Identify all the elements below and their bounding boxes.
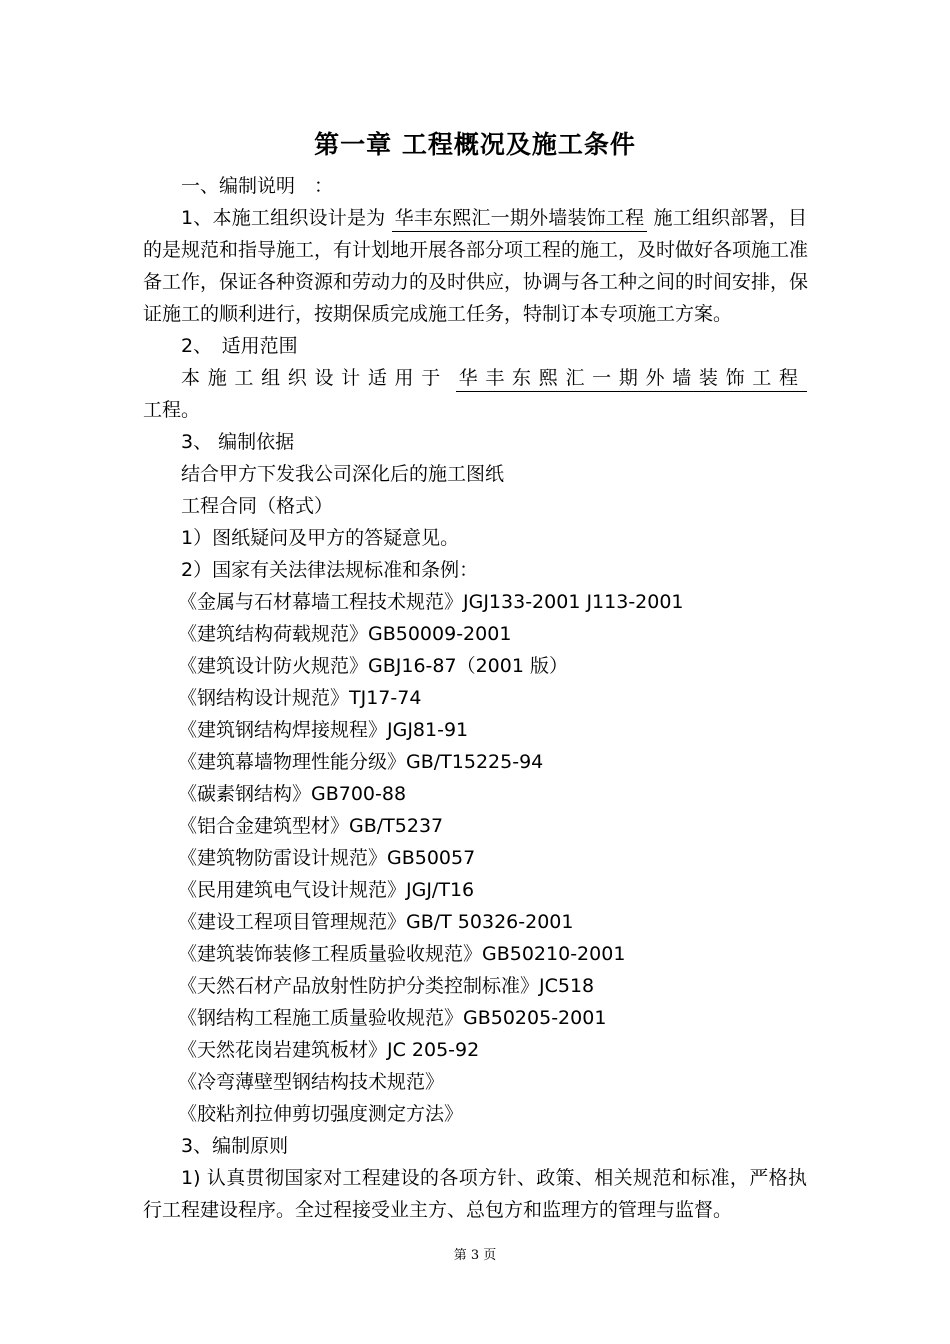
standard-item: 《铝合金建筑型材》GB/T5237 — [178, 815, 444, 837]
project-name-underlined: 华丰东熙汇一期外墙装饰工程 — [392, 207, 648, 232]
section-heading-compilation: 一、编制说明 ： — [181, 175, 334, 197]
project-name-underlined: 华丰东熙汇一期外墙装饰工程 — [456, 367, 807, 392]
standard-item: 《建筑设计防火规范》GBJ16-87（2001 版） — [178, 655, 568, 677]
paragraph-line: 备工作，保证各种资源和劳动力的及时供应，协调与各工种之间的时间安排，保 — [143, 271, 809, 293]
standard-item: 《碳素钢结构》GB700-88 — [178, 783, 407, 805]
paragraph-line: 行工程建设程序。全过程接受业主方、总包方和监理方的管理与监督。 — [143, 1199, 733, 1221]
basis-item: 结合甲方下发我公司深化后的施工图纸 — [181, 463, 505, 485]
standard-item: 《建筑钢结构焊接规程》JGJ81-91 — [178, 719, 469, 741]
basis-item: 2）国家有关法律法规标准和条例： — [181, 559, 479, 581]
paragraph-text: 本施工组织设计适用于 — [181, 367, 448, 389]
paragraph-line: 工程。 — [143, 399, 201, 421]
basis-item: 1）图纸疑问及甲方的答疑意见。 — [181, 527, 460, 549]
standard-item: 《建筑物防雷设计规范》GB50057 — [178, 847, 476, 869]
standard-item: 《冷弯薄壁型钢结构技术规范》 — [178, 1071, 445, 1093]
standard-item: 《建筑幕墙物理性能分级》GB/T15225-94 — [178, 751, 544, 773]
standard-item: 《钢结构工程施工质量验收规范》GB50205-2001 — [178, 1007, 607, 1029]
paragraph-line: 的是规范和指导施工，有计划地开展各部分项工程的施工，及时做好各项施工准 — [143, 239, 809, 261]
page-number: 第 3 页 — [453, 1248, 497, 1263]
chapter-title: 第一章 工程概况及施工条件 — [314, 130, 636, 159]
standard-item: 《金属与石材幕墙工程技术规范》JGJ133-2001 J113-2001 — [178, 591, 684, 613]
standard-item: 《天然石材产品放射性防护分类控制标准》JC518 — [178, 975, 595, 997]
paragraph-text: 施工组织部署，目 — [653, 207, 807, 229]
paragraph-text: 1、本施工组织设计是为 — [181, 207, 386, 229]
paragraph-line: 证施工的顺利进行，按期保质完成施工任务，特制订本专项施工方案。 — [143, 303, 733, 325]
standard-item: 《建设工程项目管理规范》GB/T 50326-2001 — [178, 911, 574, 933]
standard-item: 《民用建筑电气设计规范》JGJ/T16 — [178, 879, 475, 901]
basis-item: 工程合同（格式） — [181, 495, 334, 517]
paragraph-line — [181, 362, 807, 394]
paragraph-line: 1) 认真贯彻国家对工程建设的各项方针、政策、相关规范和标准，严格执 — [181, 1167, 807, 1189]
paragraph-line — [181, 202, 807, 234]
standard-item: 《建筑装饰装修工程质量验收规范》GB50210-2001 — [178, 943, 626, 965]
section-heading-principles: 3、编制原则 — [181, 1135, 289, 1157]
section-heading-basis: 3、 编制依据 — [181, 431, 295, 453]
standard-item: 《胶粘剂拉伸剪切强度测定方法》 — [178, 1103, 464, 1125]
standard-item: 《钢结构设计规范》TJ17-74 — [178, 687, 422, 709]
standard-item: 《建筑结构荷载规范》GB50009-2001 — [178, 623, 512, 645]
standard-item: 《天然花岗岩建筑板材》JC 205-92 — [178, 1039, 480, 1061]
section-heading-scope: 2、 适用范围 — [181, 335, 298, 357]
